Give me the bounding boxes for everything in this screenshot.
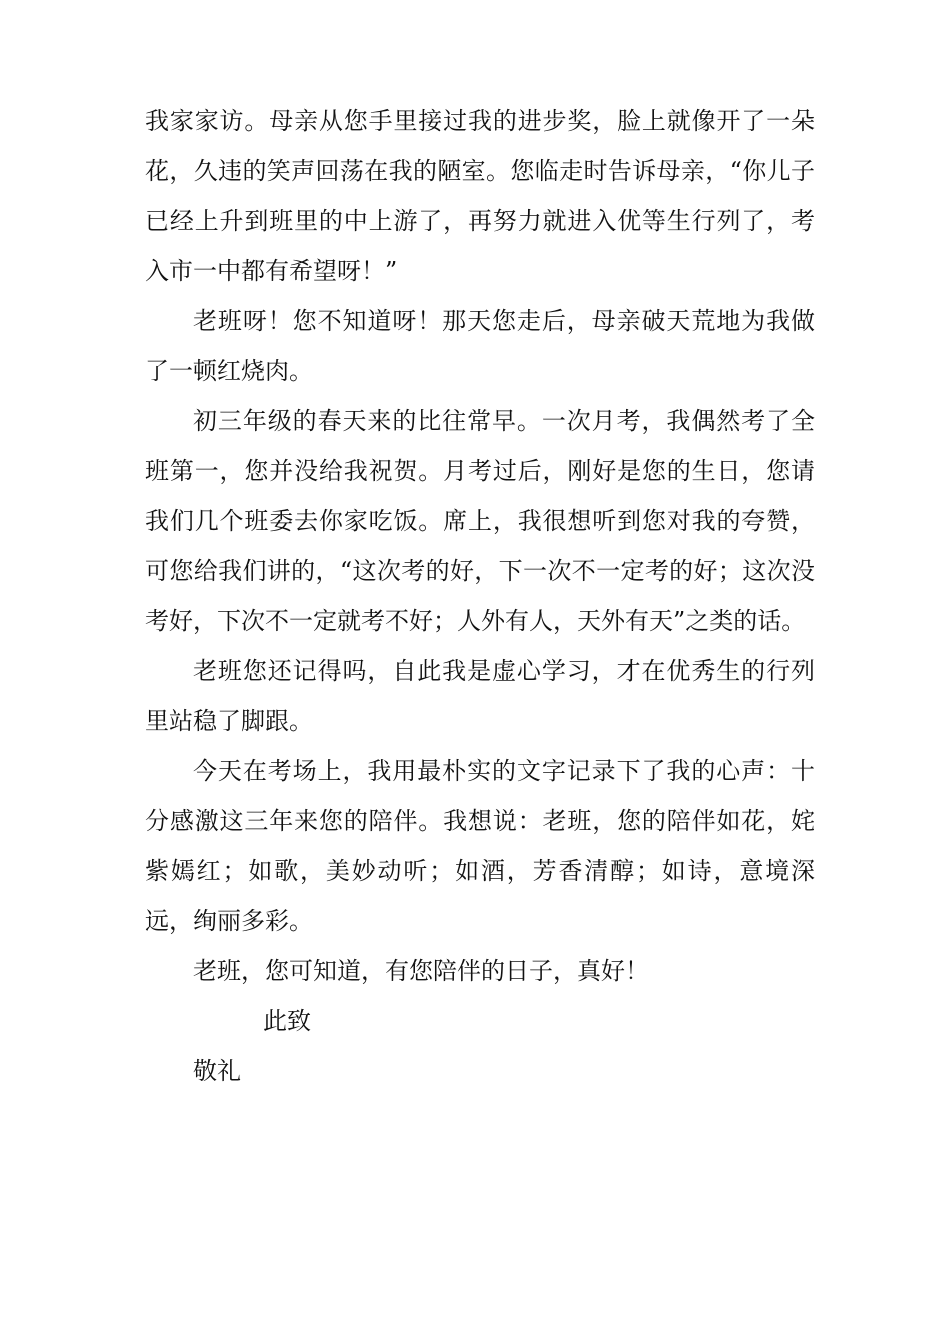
paragraph-continuation: 我家家访。母亲从您手里接过我的进步奖，脸上就像开了一朵花，久违的笑声回荡在我的陋室。您临走时告诉母亲，“你儿子已经上升到班里的中上游了，再努力就进入优等生行列了，考入市一中都有希望呀！” <box>145 107 815 285</box>
paragraph: 老班您还记得吗，自此我是虚心学习，才在优秀生的行列里站稳了脚跟。 <box>145 657 815 735</box>
letter-body <box>145 96 815 1096</box>
paragraph: 初三年级的春天来的比往常早。一次月考，我偶然考了全班第一，您并没给我祝贺。月考过后，刚好是您的生日，您请我们几个班委去你家吃饭。席上，我很想听到您对我的夸赞，可您给我们讲的，“这次考的好，下一次不一定考的好；这次没考好，下次不一定就考不好；人外有人，天外有天”之类的话。 <box>145 407 815 635</box>
paragraph: 今天在考场上，我用最朴实的文字记录下了我的心声：十分感激这三年来您的陪伴。我想说：老班，您的陪伴如花，姹紫嫣红；如歌，美妙动听；如酒，芳香清醇；如诗，意境深远，绚丽多彩。 <box>145 757 815 935</box>
paragraph: 老班，您可知道，有您陪伴的日子，真好！ <box>193 957 649 985</box>
closing-regards: 敬礼 <box>193 1057 241 1085</box>
paragraph: 老班呀！您不知道呀！那天您走后，母亲破天荒地为我做了一顿红烧肉。 <box>145 307 815 385</box>
closing-salutation: 此致 <box>263 1007 311 1035</box>
